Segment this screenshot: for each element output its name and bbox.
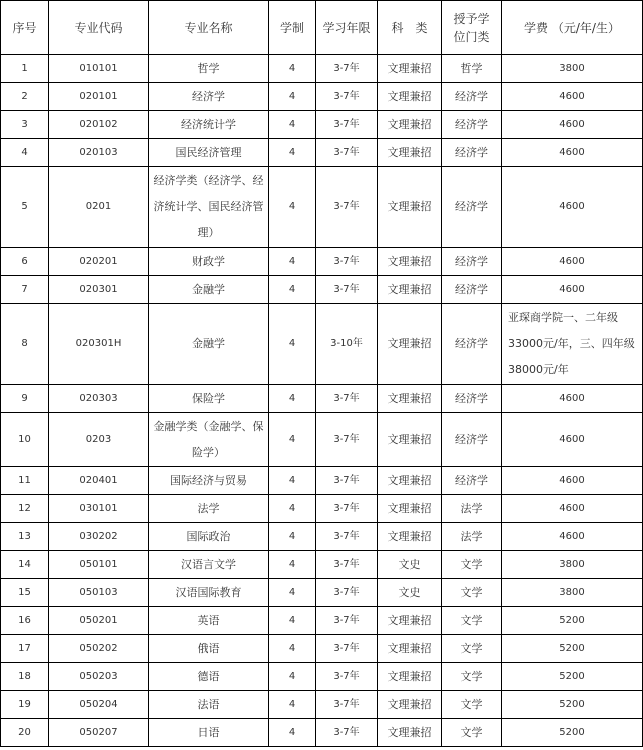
cell-degree: 文学 <box>442 607 502 635</box>
cell-code: 050202 <box>49 635 149 663</box>
cell-code: 050207 <box>49 719 149 747</box>
table-row <box>1 551 643 579</box>
cell-name: 财政学 <box>149 248 269 276</box>
cell-duration: 4 <box>269 467 316 495</box>
cell-years: 3-7年 <box>316 663 378 691</box>
cell-category: 文理兼招 <box>378 111 442 139</box>
table-row <box>1 523 643 551</box>
cell-category: 文理兼招 <box>378 523 442 551</box>
cell-name: 法语 <box>149 691 269 719</box>
cell-duration: 4 <box>269 413 316 467</box>
cell-name: 国民经济管理 <box>149 139 269 167</box>
table-row <box>1 607 643 635</box>
table-row <box>1 635 643 663</box>
cell-years: 3-7年 <box>316 55 378 83</box>
cell-name: 日语 <box>149 719 269 747</box>
cell-name: 汉语国际教育 <box>149 579 269 607</box>
table-row <box>1 495 643 523</box>
cell-code: 0201 <box>49 167 149 248</box>
cell-degree: 经济学 <box>442 385 502 413</box>
cell-category: 文理兼招 <box>378 139 442 167</box>
cell-seq: 7 <box>1 276 49 304</box>
cell-code: 050103 <box>49 579 149 607</box>
cell-name: 经济学类（经济学、经济统计学、国民经济管理） <box>149 167 269 248</box>
table-row <box>1 248 643 276</box>
table-body <box>1 55 643 747</box>
cell-category: 文理兼招 <box>378 719 442 747</box>
cell-years: 3-7年 <box>316 719 378 747</box>
cell-code: 020301H <box>49 304 149 385</box>
cell-seq: 10 <box>1 413 49 467</box>
table-row <box>1 167 643 248</box>
cell-years: 3-7年 <box>316 111 378 139</box>
cell-category: 文理兼招 <box>378 495 442 523</box>
cell-code: 020303 <box>49 385 149 413</box>
table-row <box>1 719 643 747</box>
cell-degree: 经济学 <box>442 139 502 167</box>
cell-years: 3-7年 <box>316 691 378 719</box>
cell-code: 050204 <box>49 691 149 719</box>
header-fee: 学费 （元/年/生） <box>502 1 643 55</box>
cell-degree: 法学 <box>442 495 502 523</box>
header-category: 科 类 <box>378 1 442 55</box>
cell-duration: 4 <box>269 55 316 83</box>
table-row <box>1 663 643 691</box>
cell-seq: 1 <box>1 55 49 83</box>
cell-years: 3-10年 <box>316 304 378 385</box>
cell-fee: 5200 <box>502 635 643 663</box>
cell-category: 文史 <box>378 579 442 607</box>
cell-years: 3-7年 <box>316 385 378 413</box>
cell-degree: 文学 <box>442 719 502 747</box>
cell-name: 汉语言文学 <box>149 551 269 579</box>
cell-degree: 经济学 <box>442 83 502 111</box>
header-seq: 序号 <box>1 1 49 55</box>
cell-duration: 4 <box>269 523 316 551</box>
table-row <box>1 467 643 495</box>
cell-seq: 4 <box>1 139 49 167</box>
cell-years: 3-7年 <box>316 551 378 579</box>
cell-name: 保险学 <box>149 385 269 413</box>
header-duration: 学制 <box>269 1 316 55</box>
cell-degree: 哲学 <box>442 55 502 83</box>
cell-seq: 12 <box>1 495 49 523</box>
cell-category: 文理兼招 <box>378 55 442 83</box>
cell-duration: 4 <box>269 691 316 719</box>
cell-seq: 9 <box>1 385 49 413</box>
cell-duration: 4 <box>269 719 316 747</box>
cell-seq: 6 <box>1 248 49 276</box>
cell-degree: 经济学 <box>442 467 502 495</box>
cell-seq: 18 <box>1 663 49 691</box>
cell-name: 法学 <box>149 495 269 523</box>
cell-degree: 经济学 <box>442 111 502 139</box>
cell-fee: 3800 <box>502 551 643 579</box>
cell-fee: 3800 <box>502 579 643 607</box>
table-row <box>1 276 643 304</box>
cell-fee: 4600 <box>502 413 643 467</box>
table-row <box>1 304 643 385</box>
cell-name: 经济统计学 <box>149 111 269 139</box>
cell-name: 国际经济与贸易 <box>149 467 269 495</box>
header-code: 专业代码 <box>49 1 149 55</box>
cell-degree: 经济学 <box>442 413 502 467</box>
cell-seq: 3 <box>1 111 49 139</box>
table-row <box>1 579 643 607</box>
cell-duration: 4 <box>269 385 316 413</box>
cell-name: 英语 <box>149 607 269 635</box>
cell-degree: 文学 <box>442 579 502 607</box>
cell-category: 文理兼招 <box>378 304 442 385</box>
cell-degree: 法学 <box>442 523 502 551</box>
header-name: 专业名称 <box>149 1 269 55</box>
cell-code: 030101 <box>49 495 149 523</box>
cell-duration: 4 <box>269 304 316 385</box>
cell-duration: 4 <box>269 635 316 663</box>
cell-duration: 4 <box>269 167 316 248</box>
cell-fee: 5200 <box>502 719 643 747</box>
cell-fee: 5200 <box>502 691 643 719</box>
cell-fee: 4600 <box>502 111 643 139</box>
cell-fee: 5200 <box>502 607 643 635</box>
cell-fee: 4600 <box>502 276 643 304</box>
cell-years: 3-7年 <box>316 167 378 248</box>
cell-years: 3-7年 <box>316 635 378 663</box>
cell-duration: 4 <box>269 579 316 607</box>
cell-code: 020101 <box>49 83 149 111</box>
cell-code: 0203 <box>49 413 149 467</box>
cell-code: 050101 <box>49 551 149 579</box>
cell-category: 文理兼招 <box>378 83 442 111</box>
cell-fee: 4600 <box>502 248 643 276</box>
cell-duration: 4 <box>269 607 316 635</box>
cell-name: 德语 <box>149 663 269 691</box>
cell-fee: 亚琛商学院一、二年级33000元/年，三、四年级38000元/年 <box>502 304 643 385</box>
cell-name: 俄语 <box>149 635 269 663</box>
cell-duration: 4 <box>269 83 316 111</box>
table-row <box>1 385 643 413</box>
cell-name: 金融学 <box>149 304 269 385</box>
cell-code: 020201 <box>49 248 149 276</box>
cell-seq: 2 <box>1 83 49 111</box>
cell-code: 050201 <box>49 607 149 635</box>
cell-category: 文理兼招 <box>378 635 442 663</box>
cell-category: 文理兼招 <box>378 276 442 304</box>
cell-fee: 3800 <box>502 55 643 83</box>
cell-code: 020103 <box>49 139 149 167</box>
table-row <box>1 139 643 167</box>
cell-seq: 17 <box>1 635 49 663</box>
cell-name: 经济学 <box>149 83 269 111</box>
cell-duration: 4 <box>269 139 316 167</box>
cell-years: 3-7年 <box>316 276 378 304</box>
cell-degree: 经济学 <box>442 304 502 385</box>
cell-duration: 4 <box>269 276 316 304</box>
table-row <box>1 691 643 719</box>
cell-seq: 20 <box>1 719 49 747</box>
cell-fee: 4600 <box>502 385 643 413</box>
cell-fee: 4600 <box>502 167 643 248</box>
cell-name: 哲学 <box>149 55 269 83</box>
cell-fee: 4600 <box>502 467 643 495</box>
cell-name: 金融学 <box>149 276 269 304</box>
cell-seq: 11 <box>1 467 49 495</box>
cell-years: 3-7年 <box>316 83 378 111</box>
cell-category: 文史 <box>378 551 442 579</box>
cell-duration: 4 <box>269 551 316 579</box>
cell-fee: 4600 <box>502 495 643 523</box>
cell-degree: 文学 <box>442 635 502 663</box>
cell-seq: 19 <box>1 691 49 719</box>
cell-years: 3-7年 <box>316 523 378 551</box>
cell-code: 020102 <box>49 111 149 139</box>
cell-seq: 16 <box>1 607 49 635</box>
cell-fee: 5200 <box>502 663 643 691</box>
cell-degree: 经济学 <box>442 276 502 304</box>
cell-degree: 经济学 <box>442 167 502 248</box>
cell-years: 3-7年 <box>316 413 378 467</box>
cell-category: 文理兼招 <box>378 663 442 691</box>
cell-years: 3-7年 <box>316 579 378 607</box>
cell-fee: 4600 <box>502 523 643 551</box>
table-row <box>1 55 643 83</box>
table-row <box>1 111 643 139</box>
header-years: 学习年限 <box>316 1 378 55</box>
cell-seq: 14 <box>1 551 49 579</box>
cell-name: 国际政治 <box>149 523 269 551</box>
cell-category: 文理兼招 <box>378 413 442 467</box>
cell-code: 010101 <box>49 55 149 83</box>
cell-code: 020301 <box>49 276 149 304</box>
cell-degree: 文学 <box>442 551 502 579</box>
cell-degree: 文学 <box>442 663 502 691</box>
cell-code: 020401 <box>49 467 149 495</box>
cell-degree: 经济学 <box>442 248 502 276</box>
cell-years: 3-7年 <box>316 467 378 495</box>
cell-seq: 5 <box>1 167 49 248</box>
cell-seq: 8 <box>1 304 49 385</box>
cell-duration: 4 <box>269 495 316 523</box>
cell-code: 050203 <box>49 663 149 691</box>
header-row <box>1 1 643 55</box>
table-row <box>1 413 643 467</box>
header-degree: 授予学位门类 <box>442 1 502 55</box>
cell-degree: 文学 <box>442 691 502 719</box>
table-row <box>1 83 643 111</box>
cell-fee: 4600 <box>502 139 643 167</box>
cell-category: 文理兼招 <box>378 467 442 495</box>
cell-category: 文理兼招 <box>378 167 442 248</box>
cell-years: 3-7年 <box>316 248 378 276</box>
cell-years: 3-7年 <box>316 495 378 523</box>
cell-fee: 4600 <box>502 83 643 111</box>
cell-category: 文理兼招 <box>378 248 442 276</box>
cell-category: 文理兼招 <box>378 385 442 413</box>
cell-category: 文理兼招 <box>378 607 442 635</box>
cell-duration: 4 <box>269 111 316 139</box>
cell-code: 030202 <box>49 523 149 551</box>
cell-name: 金融学类（金融学、保险学） <box>149 413 269 467</box>
cell-duration: 4 <box>269 248 316 276</box>
cell-years: 3-7年 <box>316 139 378 167</box>
cell-seq: 15 <box>1 579 49 607</box>
cell-duration: 4 <box>269 663 316 691</box>
cell-seq: 13 <box>1 523 49 551</box>
cell-years: 3-7年 <box>316 607 378 635</box>
cell-category: 文理兼招 <box>378 691 442 719</box>
